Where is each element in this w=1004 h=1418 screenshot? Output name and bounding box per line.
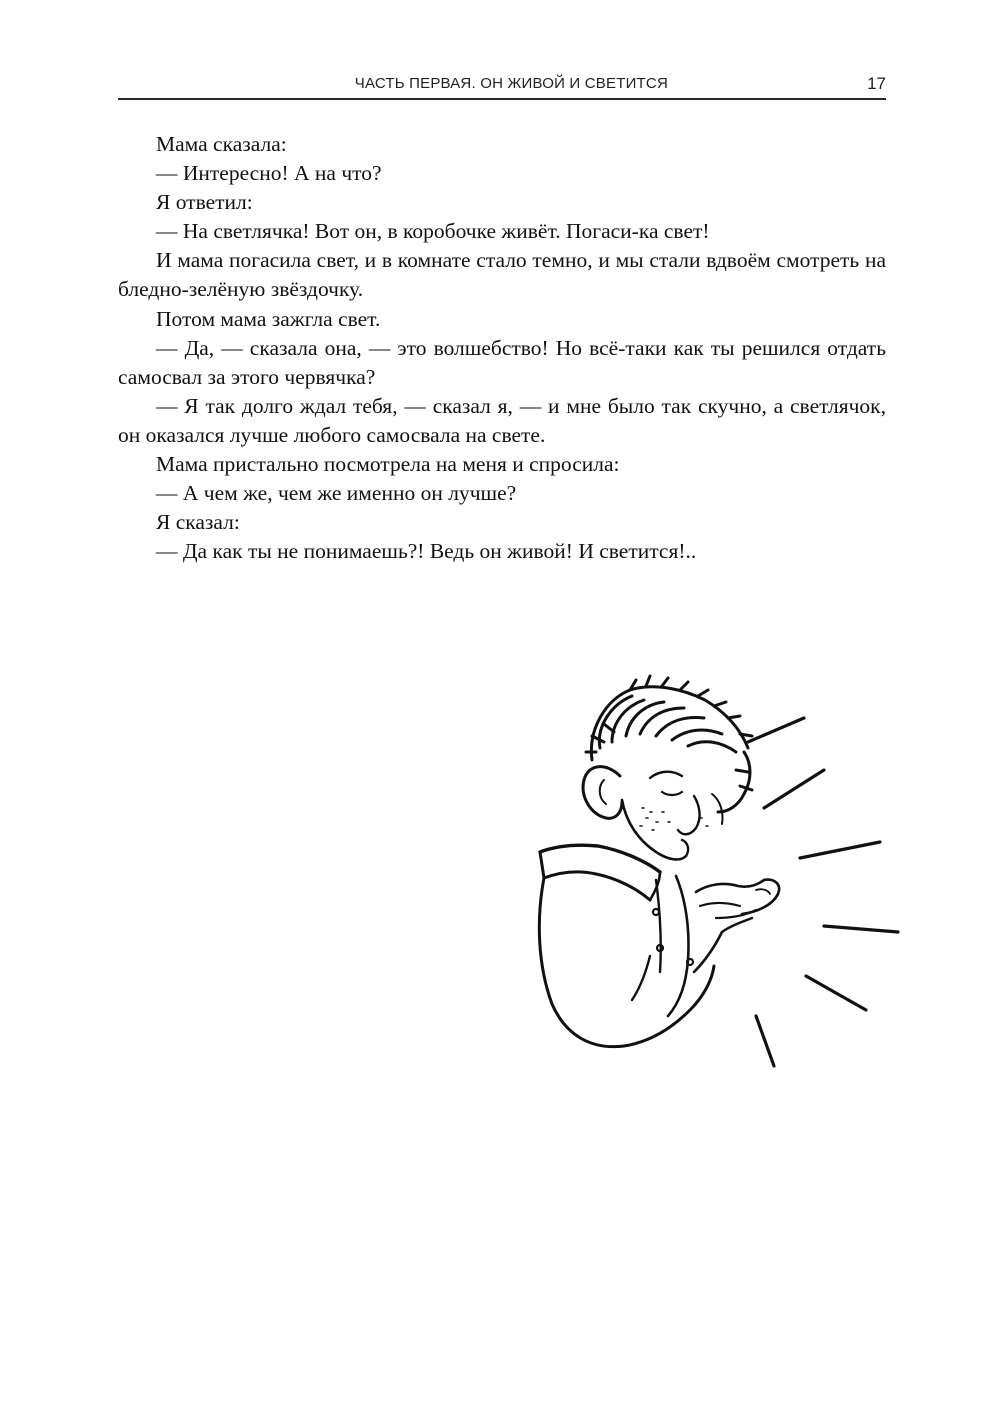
boy-with-firefly-illustration xyxy=(528,672,904,1072)
paragraph: Мама пристально посмотрела на меня и спросила: xyxy=(156,452,620,477)
story-text xyxy=(118,130,886,566)
paragraph: — Да как ты не понимаешь?! Ведь он живой! И светится!.. xyxy=(156,539,697,564)
paragraph: Я сказал: xyxy=(156,510,240,535)
paragraph: — Я так долго ждал тебя, — сказал я, — и мне было так скучно, а светлячок, он оказался лучше любого самосвала на свете. xyxy=(118,393,886,447)
running-header xyxy=(118,72,886,100)
page-number: 17 xyxy=(867,74,886,93)
running-title: ЧАСТЬ ПЕРВАЯ. ОН ЖИВОЙ И СВЕТИТСЯ xyxy=(354,75,668,92)
paragraph: Мама сказала: xyxy=(156,132,287,156)
paragraph: Потом мама зажгла свет. xyxy=(156,306,381,331)
paragraph: — Да, — сказала она, — это волшебство! Но всё-таки как ты решился отдать самосвал за этого червячка? xyxy=(118,335,886,389)
paragraph: — На светлячка! Вот он, в коробочке живёт. Погаси-ка свет! xyxy=(156,219,710,244)
paragraph: Я ответил: xyxy=(156,190,253,215)
paragraph: — Интересно! А на что? xyxy=(156,161,382,186)
paragraph: И мама погасила свет, и в комнате стало темно, и мы стали вдвоём смотреть на бледно-зелёную звёздочку. xyxy=(118,248,886,302)
paragraph: — А чем же, чем же именно он лучше? xyxy=(156,481,517,506)
